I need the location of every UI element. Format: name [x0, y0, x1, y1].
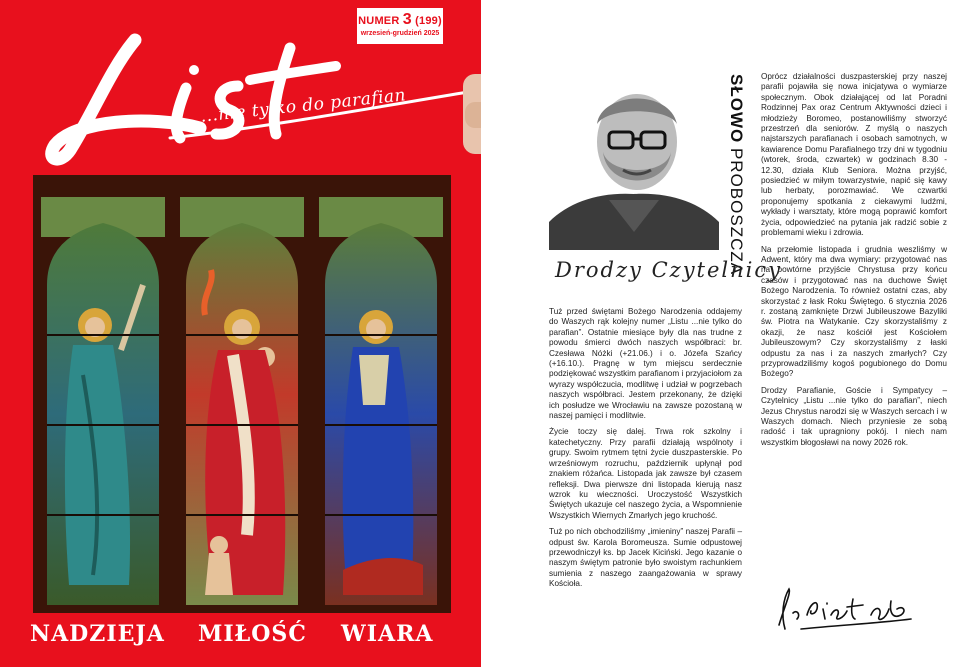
editorial-page	[481, 0, 960, 667]
greeting-heading: Drodzy Czytelnicy	[555, 258, 783, 282]
article-column-right	[761, 72, 947, 454]
paragraph: Drodzy Parafianie, Goście i Sympatycy – Czytelnicy „Listu ...nie tylko do parafian”, niech Jezus Chrystus narodzi się w Waszych sercach i w Waszych domach. Niech przyniesie ze sobą radość i tak upragniony pokój. I niech nam wszystkim błogosławi na nowy 2026 rok.	[761, 385, 947, 447]
virtue-faith: WIARA	[341, 621, 434, 647]
section-title-bold: SŁOWO	[727, 74, 746, 144]
issue-number: 3	[402, 11, 412, 28]
virtue-hope: NADZIEJA	[30, 621, 165, 647]
signature-mark	[771, 585, 921, 635]
paragraph: Tuż przed świętami Bożego Narodzenia oddajemy do Waszych rąk kolejny numer „Listu ...nie tylko do parafian”. Ostatnie miesiące były dla nas trudne z powodu śmierci dwóch naszych współbraci: br. Czesława Nóżki (+21.06.) i o. Józefa Szańcy (+16.10.). Pragnę w tym miejscu serdecznie podziękować wszystkim parafianom i przyjaciołom za wyrazy współczucia, modlitwę i udział w pogrzebach naszych współbraci. Jestem przekonany, że dzięki ich posłudze we Wrocławiu na zawsze pozostaną w naszej pamięci i modlitwie.	[549, 307, 742, 421]
paragraph: Oprócz działalności duszpasterskiej przy naszej parafii pojawiła się nowa inicjatywa o wymiarze społecznym. Obok działającej od lat Poradni Rodzinnej Pax oraz Centrum Aktywności dzieci i młodzieży Boromeo, postanowiliśmy stworzyć przestrzeń dla seniorów. Z myślą o naszych najstarszych parafianach i osobach samotnych, w kawiarence Domu Parafialnego trzy dni w tygodniu (wtorek, środa, czwartek) w godzinach 8.30 - 12.30, działa Klub Seniora. Można przyjść, posiedzieć w miłym towarzystwie, napić się kawy lub herbaty, porozmawiać. We czwartki proponujemy spotkania z ciekawymi ludźmi, wykłady i warsztaty, które mogą poprawić komfort życia, odpowiedzieć na pytania jak radzić sobie z problemami wieku i zdrowia.	[761, 72, 947, 238]
paragraph: Na przełomie listopada i grudnia weszliśmy w Adwent, który ma dwa wymiary: przygotować nas na powtórne przyjście Chrystusa przy końcu czasów i przygotować nas na duchowe Święt Bożego Narodzenia. To również ostatni czas, aby skorzystać z łask Roku Świętego. 6 stycznia 2026 r. zostaną zamknięte Drzwi Jubileuszowe Bazyliki św. Piotra na Watykanie. Czy skorzystaliśmy z okazji, że nasz kościół jest Kościołem Jubileuszowym? Czy skorzystaliśmy z łaski odpustu za nas i za naszych zmarłych? Czy przyprowadziliśmy kogoś pogubionego do Domu Bożego?	[761, 244, 947, 379]
article-column-left	[549, 307, 742, 596]
section-title	[725, 74, 747, 284]
stained-glass-window-art	[33, 175, 451, 613]
issue-label: NUMER	[358, 15, 400, 27]
issue-total: (199)	[415, 15, 442, 27]
paragraph: Życie toczy się dalej. Trwa rok szkolny i katechetyczny. Przy parafii działają wspólnoty i grupy. Swoim rytmem tętni życie duszpasterskie. Po wrześniowym rozruchu, październik upłynął pod znakiem różańca. Listopada jak zawsze był czasem refleksji. Dwa pierwsze dni listopada kierują nasz wzrok ku wieczności. Uroczystość Wszystkich Świętych ukazuje cel naszego życia, a Wspomnienie Wszystkich Wiernych Zmarłych jego kruchość.	[549, 427, 742, 520]
section-title-light: PROBOSZCZA	[727, 147, 746, 276]
holding-hand	[463, 74, 481, 154]
magazine-subtitle: ...nie tylko do parafian	[199, 85, 407, 127]
paragraph: Tuż po nich obchodziliśmy „imieniny” naszej Parafii – odpust św. Karola Boromeusza. Sumie odpustowej przewodniczył ks. bp Jacek Kiciński. Jego kazanie o naszym świętym patronie było swoistym rachunkiem sumienia z naszego zaangażowania w sprawy Kościoła.	[549, 527, 742, 589]
magazine-logo	[0, 0, 481, 170]
virtue-love: MIŁOŚĆ	[198, 621, 307, 647]
priest-portrait-photo	[549, 72, 719, 250]
issue-date: wrzesień-grudzień 2025	[360, 30, 440, 37]
